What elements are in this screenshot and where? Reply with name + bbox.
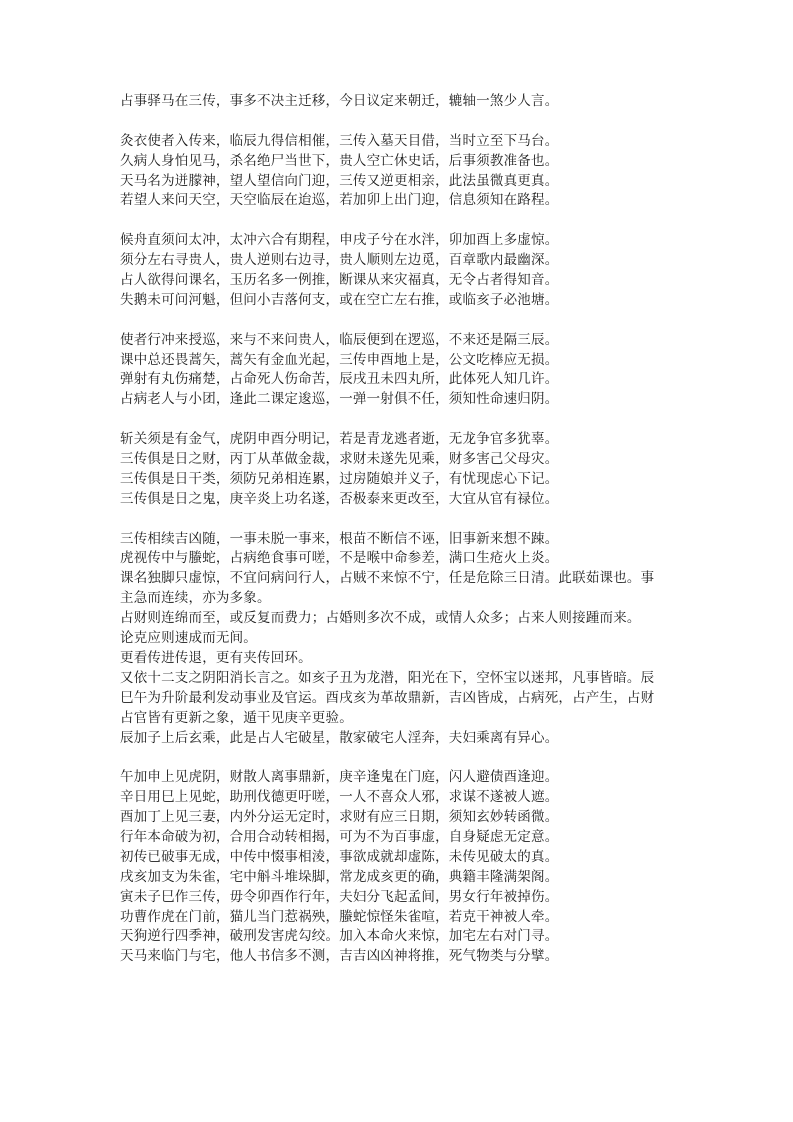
paragraph-gap [120, 410, 680, 430]
text-line: 戌亥加支为朱雀，宅中斛斗堆垛脚，常龙成亥更的确，典籍丰隆满架阁。 [120, 868, 559, 885]
paragraph-gap [120, 311, 680, 331]
text-line: 巳午为升阶最利发动事业及官运。酉戌亥为革故鼎新，吉凶皆成，占病死，占产生，占财 [120, 689, 655, 706]
text-line: 占财则连绵而至，或反复而费力；占婚则多次不成，或情人众多；占来人则接踵而来。 [120, 610, 641, 627]
paragraph-gap [120, 748, 680, 768]
text-line: 使者行冲来授巡，来与不来问贵人，临辰便到在逻巡，不来还是隔三辰。 [120, 331, 559, 348]
text-line: 午加申上见虎阴，财散人离事鼎新，庚辛逢鬼在门庭，闪人避债酉逢迎。 [120, 769, 559, 786]
paragraph [120, 92, 680, 112]
text-line: 三传相续吉凶随，一事未脱一事来，根苗不断信不诬，旧事新来想不踈。 [120, 530, 559, 547]
text-line: 弹射有丸伤痛楚，占命死人伤命苦，辰戌丑未四丸所，此体死人知几许。 [120, 371, 559, 388]
text-line: 更看传进传退，更有夹传回环。 [120, 649, 312, 666]
text-line: 初传已破事无成，中传中惙事相淩，事欲成就却虚陈，未传见破太的真。 [120, 848, 559, 865]
text-line: 虎视传中与螣蛇，占病绝食事可嗟，不是喉中命参差，满口生疮火上炎。 [120, 550, 559, 567]
paragraph [120, 331, 680, 411]
paragraph [120, 231, 680, 311]
document-body [120, 92, 680, 967]
text-line: 三传俱是日干类，须防兄弟相连累，过房随娘并义子，有忧现虑心下记。 [120, 470, 559, 487]
text-line: 须分左右寻贵人，贵人逆则右边寻，贵人顺则左边觅，百章歌内最幽深。 [120, 252, 559, 269]
paragraph [120, 768, 680, 967]
text-line: 占事驿马在三传，事多不决主迁移，今日议定来朝迁，辘轴一煞少人言。 [120, 93, 559, 109]
text-line: 天马来临门与宅，他人书信多不测，吉吉凶凶神将推，死气物类与分擘。 [120, 948, 559, 965]
text-line: 辰加子上后玄乘，此是占人宅破星，散家破宅人淫奔，夫妇乘离有异心。 [120, 729, 559, 746]
paragraph [120, 530, 680, 749]
text-line: 灸衣使者入传来，临辰九得信相催，三传入墓天目借，当时立至下马台。 [120, 132, 559, 149]
text-line: 久病人身怕见马，杀名绝尸当世下，贵人空亡休史话，后事须教准备也。 [120, 152, 559, 169]
text-line: 斩关须是有金气，虎阴申酉分明记，若是青龙逃者逝，无龙争官多犹辜。 [120, 431, 559, 448]
paragraph [120, 430, 680, 510]
text-line: 天狗逆行四季神，破刑发害虎勾绞。加入本命火来惊，加宅左右对门寻。 [120, 928, 559, 945]
text-line: 候舟直须问太冲，太冲六合有期程，申戌子兮在水泮，卯加酉上多虚惊。 [120, 232, 559, 249]
paragraph-gap [120, 510, 680, 530]
text-line: 又依十二支之阴阳消长言之。如亥子丑为龙潜，阳光在下，空怀宝以迷邦，凡事皆暗。辰 [120, 669, 655, 686]
text-line: 主急而连续，亦为多象。 [120, 590, 271, 607]
text-line: 辛日用巳上见蛇，助刑伐德更吁嗟，一人不喜众人邪，求谋不遂被人遮。 [120, 789, 559, 806]
text-line: 课名独脚只虚惊，不宜问病问行人，占贼不来惊不宁，任是危除三日清。此联茹课也。事 [120, 570, 655, 587]
paragraph-gap [120, 112, 680, 132]
text-line: 占官皆有更新之象，遁干见庚辛更验。 [120, 709, 353, 726]
text-line: 论克应则速成而无间。 [120, 630, 257, 647]
text-line: 失鹅未可问河魁，但问小吉落何支，或在空亡左右推，或临亥子必池塘。 [120, 291, 559, 308]
text-line: 功曹作虎在门前，猫儿当门惹祸殃，螣蛇惊怪朱雀喧，若克干神被人牵。 [120, 908, 559, 925]
text-line: 占病老人与小团，逢此二课定逡巡，一弹一射俱不任，须知性命速归阴。 [120, 391, 559, 408]
text-line: 天马名为迸朦神，望人望信向门迎，三传又逆更相亲，此法虽微真更真。 [120, 172, 559, 189]
text-line: 酉加丁上见三妻，内外分运无定时，求财有应三日期，须知玄妙转函微。 [120, 809, 559, 826]
text-line: 若望人来问天空，天空临辰在迨巡，若加卯上出门迎，信息须知在路程。 [120, 192, 559, 209]
paragraph-gap [120, 211, 680, 231]
text-line: 占人欲得问课名，玉历名多一例推，断课从来灾福真，无令占者得知音。 [120, 272, 559, 289]
text-line: 寅未子巳作三传，毋令卯酉作行年，夫妇分飞起孟间，男女行年被掉伤。 [120, 888, 559, 905]
text-line: 课中总还畏蒿矢，蒿矢有金血光起，三传申酉地上是，公文吃棒应无损。 [120, 351, 559, 368]
text-line: 行年本命破为初，合用合动转相揭，可为不为百事虚，自身疑虑无定意。 [120, 828, 559, 845]
text-line: 三传俱是日之鬼，庚辛炎上功名遂，否极泰来更改至，大宜从官有禄位。 [120, 490, 559, 507]
paragraph [120, 132, 680, 212]
text-line: 三传俱是日之财，丙丁从革做金裁，求财未遂先见乘，财多害己父母灾。 [120, 451, 559, 468]
